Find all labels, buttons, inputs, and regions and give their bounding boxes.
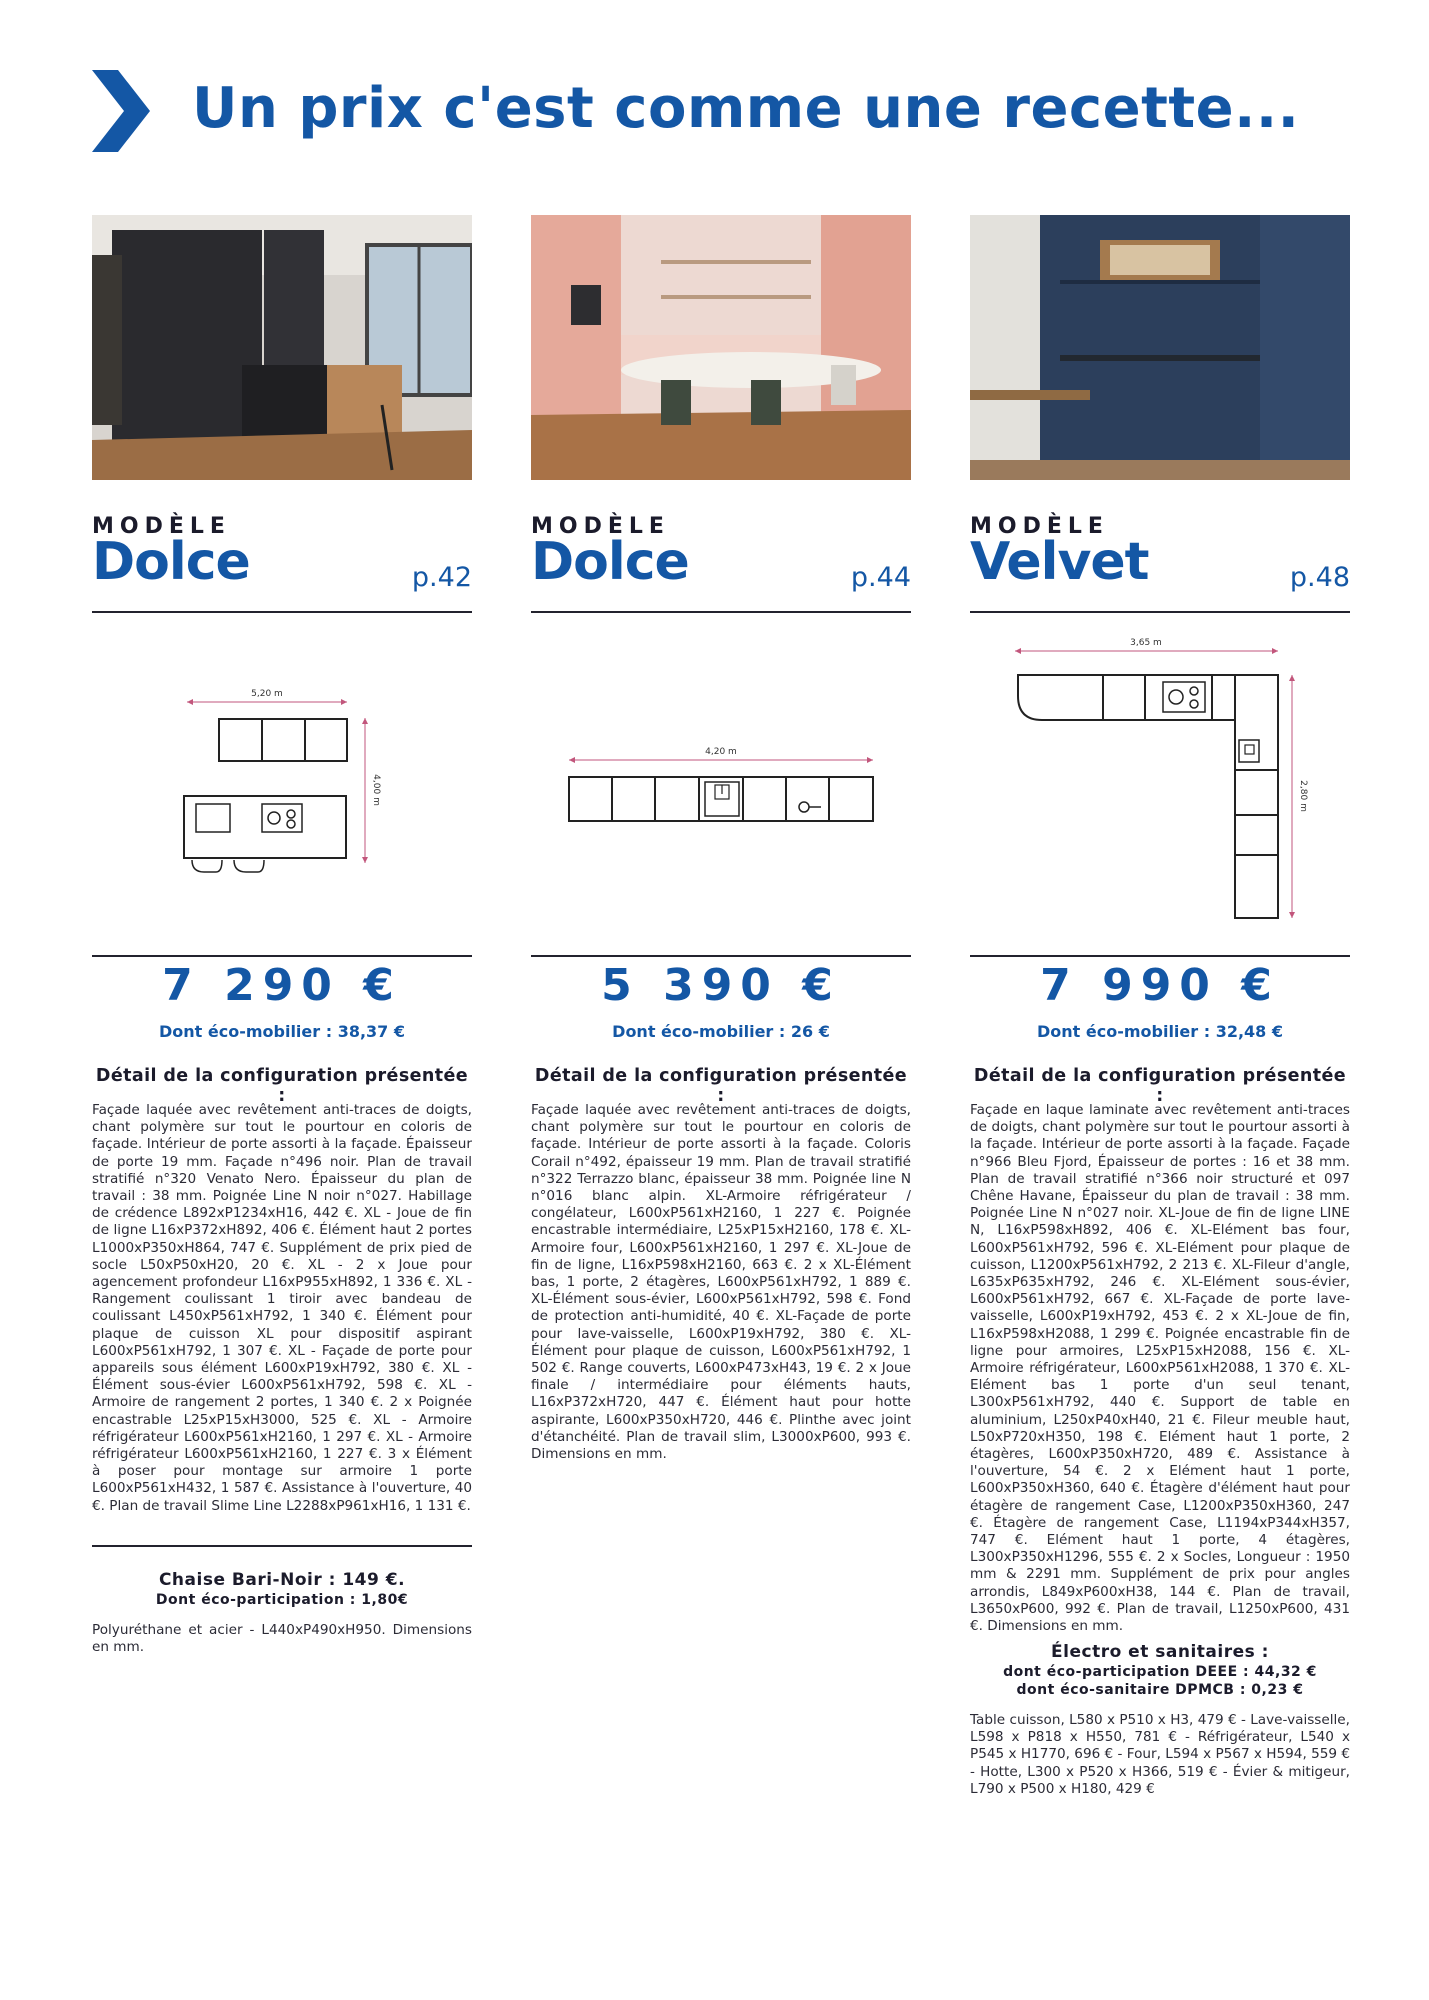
plan-width-label: 3,65 m <box>1130 638 1162 648</box>
appliances-eco-dpmcb: dont éco-sanitaire DPMCB : 0,23 € <box>1016 1682 1304 1698</box>
floor-plan-dolce-p44 <box>531 620 911 940</box>
price: 5 390 € <box>601 960 841 1011</box>
configuration-detail: Façade laquée avec revêtement anti-traces de doigts, chant polymère sur tout le pourtour en coloris de façade. Intérieur de porte assorti à la façade. Coloris Corail n°492, épaisseur 19 mm. Plan de travail stratifié n°322 Terrazzo blanc, épaisseur 38 mm. Poignée line N n°016 blanc alpin. XL-Armoire réfrigérateur / congélateur, L600xP561xH2160, 1 227 €. Poignée encastrable intermédiaire, L25xP15xH2160, 178 €. XL-Armoire four, L600xP561xH2160, 1 297 €. XL-Joue de fin de ligne, L16xP598xH2160, 663 €. 2 x XL-Élément bas, 1 porte, 2 étagères, L600xP561xH792, 1 889 €. XL-Élément sous-évier, L600xP561xH792, 598 €. Fond de protection anti-humidité, 40 €. XL-Façade de porte pour lave-vaisselle, L600xP19xH792, 380 €. XL-Élément pour plaque de cuisson, L600xP561xH792, 1 502 €. Range couverts, L600xP473xH43, 19 €. 2 x Joue finale / intermédiaire pour éléments hauts, L16xP372xH720, 447 €. Élément haut pour hotte aspirante, L600xP350xH720, 446 €. Plinthe avec joint d'étanchéité. Plan de travail slim, L3000xP600, 993 €. Dimensions en mm. <box>531 1102 911 1463</box>
model-label: MODÈLE <box>92 514 231 539</box>
price: 7 290 € <box>162 960 402 1011</box>
detail-title: Détail de la configuration présentée : <box>973 1066 1347 1106</box>
chair-title: Chaise Bari-Noir : 149 €. <box>158 1570 406 1590</box>
chair-heading <box>92 1570 472 1608</box>
eco-mobilier: Dont éco-mobilier : 26 € <box>612 1022 830 1041</box>
appliances-description: Table cuisson, L580 x P510 x H3, 479 € - Lave-vaisselle, L598 x P818 x H550, 781 € - Réfrigérateur, L540 x P545 x H1770, 696 € - Four, L594 x P567 x H594, 559 € - Hotte, L300 x P520 x H366, 519 € - Évier & mitigeur, L790 x P500 x H180, 429 € <box>970 1712 1351 1797</box>
divider <box>92 611 472 613</box>
chevron-right-icon <box>92 70 152 152</box>
divider <box>970 611 1350 613</box>
model-label: MODÈLE <box>531 514 670 539</box>
model-name: Velvet <box>970 532 1149 592</box>
page-title: Un prix c'est comme une recette... <box>192 76 1300 141</box>
eco-mobilier: Dont éco-mobilier : 38,37 € <box>158 1022 405 1041</box>
divider <box>531 955 911 957</box>
kitchen-photo-dolce-coral <box>531 215 911 480</box>
appliances-title: Électro et sanitaires : <box>1051 1642 1269 1662</box>
model-label: MODÈLE <box>970 514 1109 539</box>
appliances-heading <box>970 1642 1350 1698</box>
page-reference-link[interactable]: p.42 <box>411 562 472 593</box>
plan-depth-label: 2,80 m <box>1298 780 1308 812</box>
plan-width-label: 4,20 m <box>705 747 737 757</box>
detail-title: Détail de la configuration présentée : <box>95 1066 469 1106</box>
divider <box>92 955 472 957</box>
model-name: Dolce <box>92 532 250 592</box>
plan-width-label: 5,20 m <box>251 689 283 699</box>
floor-plan-dolce-p42 <box>92 620 472 940</box>
divider <box>970 955 1350 957</box>
chair-description: Polyuréthane et acier - L440xP490xH950. Dimensions en mm. <box>92 1622 472 1656</box>
page-reference-link[interactable]: p.44 <box>850 562 911 593</box>
page-reference-link[interactable]: p.48 <box>1289 562 1350 593</box>
detail-title: Détail de la configuration présentée : <box>534 1066 908 1106</box>
kitchen-photo-velvet-blue <box>970 215 1350 480</box>
chair-eco: Dont éco-participation : 1,80€ <box>155 1592 409 1608</box>
divider <box>92 1545 472 1547</box>
model-name: Dolce <box>531 532 689 592</box>
eco-mobilier: Dont éco-mobilier : 32,48 € <box>1036 1022 1283 1041</box>
configuration-detail: Façade laquée avec revêtement anti-traces de doigts, chant polymère sur tout le pourtour en coloris de façade. Intérieur de porte assorti à la façade. Épaisseur de porte 19 mm. Façade n°496 noir. Plan de travail stratifié n°320 Venato Nero. Épaisseur du plan de travail : 38 mm. Poignée Line N noir n°027. Habillage de crédence L892xP1234xH16, 442 €. XL - Joue de fin de ligne L16xP372xH892, 406 €. Élément haut 2 portes L1000xP350xH864, 747 €. Supplément de prix pied de socle L50xP50xH20, 20 €. XL - 2 x Joue pour agencement profondeur L16xP955xH892, 1 336 €. XL - Rangement coulissant 1 tiroir avec bandeau de coulissant L450xP561xH792, 1 340 €. Élément pour plaque de cuisson XL pour dispositif aspirant L600xP561xH792, 1 307 €. XL - Façade de porte pour appareils sous élément L600xP19xH792, 380 €. XL - Élément sous-évier L600xP561xH792, 598 €. XL - Armoire de rangement 2 portes, 1 340 €. 2 x Poignée encastrable L25xP15xH3000, 525 €. XL - Armoire réfrigérateur L600xP561xH2160, 1 297 €. XL - Armoire réfrigérateur L600xP561xH2160, 1 227 €. 3 x Élément à poser pour montage sur armoire 1 porte L600xP561xH432, 1 587 €. Assistance à l'ouverture, 40 €. Plan de travail Slime Line L2288xP961xH16, 1 131 €. <box>92 1102 472 1514</box>
kitchen-photo-dolce-black <box>92 215 472 480</box>
appliances-eco-deee: dont éco-participation DEEE : 44,32 € <box>1003 1664 1317 1680</box>
floor-plan-velvet-p48 <box>970 620 1350 940</box>
divider <box>531 611 911 613</box>
price: 7 990 € <box>1040 960 1280 1011</box>
configuration-detail: Façade en laque laminate avec revêtement anti-traces de doigts, chant polymère sur tout le pourtour assorti à la façade. Intérieur de porte assorti à la façade. Façade n°966 Bleu Fjord, Épaisseur de portes : 16 et 38 mm. Plan de travail stratifié n°366 noir structuré et 097 Chêne Havane, Épaisseur du plan de travail : 38 mm. Poignée Line N n°027 noir. XL-Joue de fin de ligne LINE N, L16xP598xH892, 406 €. XL-Elément bas four, L600xP561xH792, 596 €. XL-Elément pour plaque de cuisson, L1200xP561xH792, 2 213 €. XL-Fileur d'angle, L635xP635xH792, 246 €. XL-Elément sous-évier, L600xP561xH792, 667 €. XL-Façade de porte lave-vaisselle, L600xP19xH792, 453 €. 2 x XL-Joue de fin, L16xP598xH2088, 1 299 €. Poignée encastrable fin de ligne pour armoires, L25xP15xH2088, 156 €. XL-Armoire réfrigérateur, L600xP561xH2088, 1 370 €. XL-Elément bas 1 porte d'un seul tenant, L300xP561xH792, 440 €. Support de table en aluminium, L250xP40xH40, 21 €. Fileur meuble haut, L50xP720xH350, 198 €. Elément haut 1 porte, 2 étagères, L600xP350xH720, 489 €. Assistance à l'ouverture, 54 €. 2 x Elément haut 1 porte, L600xP350xH360, 640 €. Étagère d'élément haut pour étagère de rangement Case, L1200xP350xH360, 247 €. Étagère de rangement Case, L1194xP344xH357, 747 €. Elément haut 1 porte, 4 étagères, L300xP350xH1296, 555 €. 2 x Socles, Longueur : 1950 mm & 2291 mm. Supplément de prix pour angles arrondis, L849xP600xH38, 144 €. Plan de travail, L3650xP600, 992 €. Plan de travail, L1250xP600, 431 €. Dimensions en mm. <box>970 1102 1350 1635</box>
plan-depth-label: 4,00 m <box>371 774 381 806</box>
